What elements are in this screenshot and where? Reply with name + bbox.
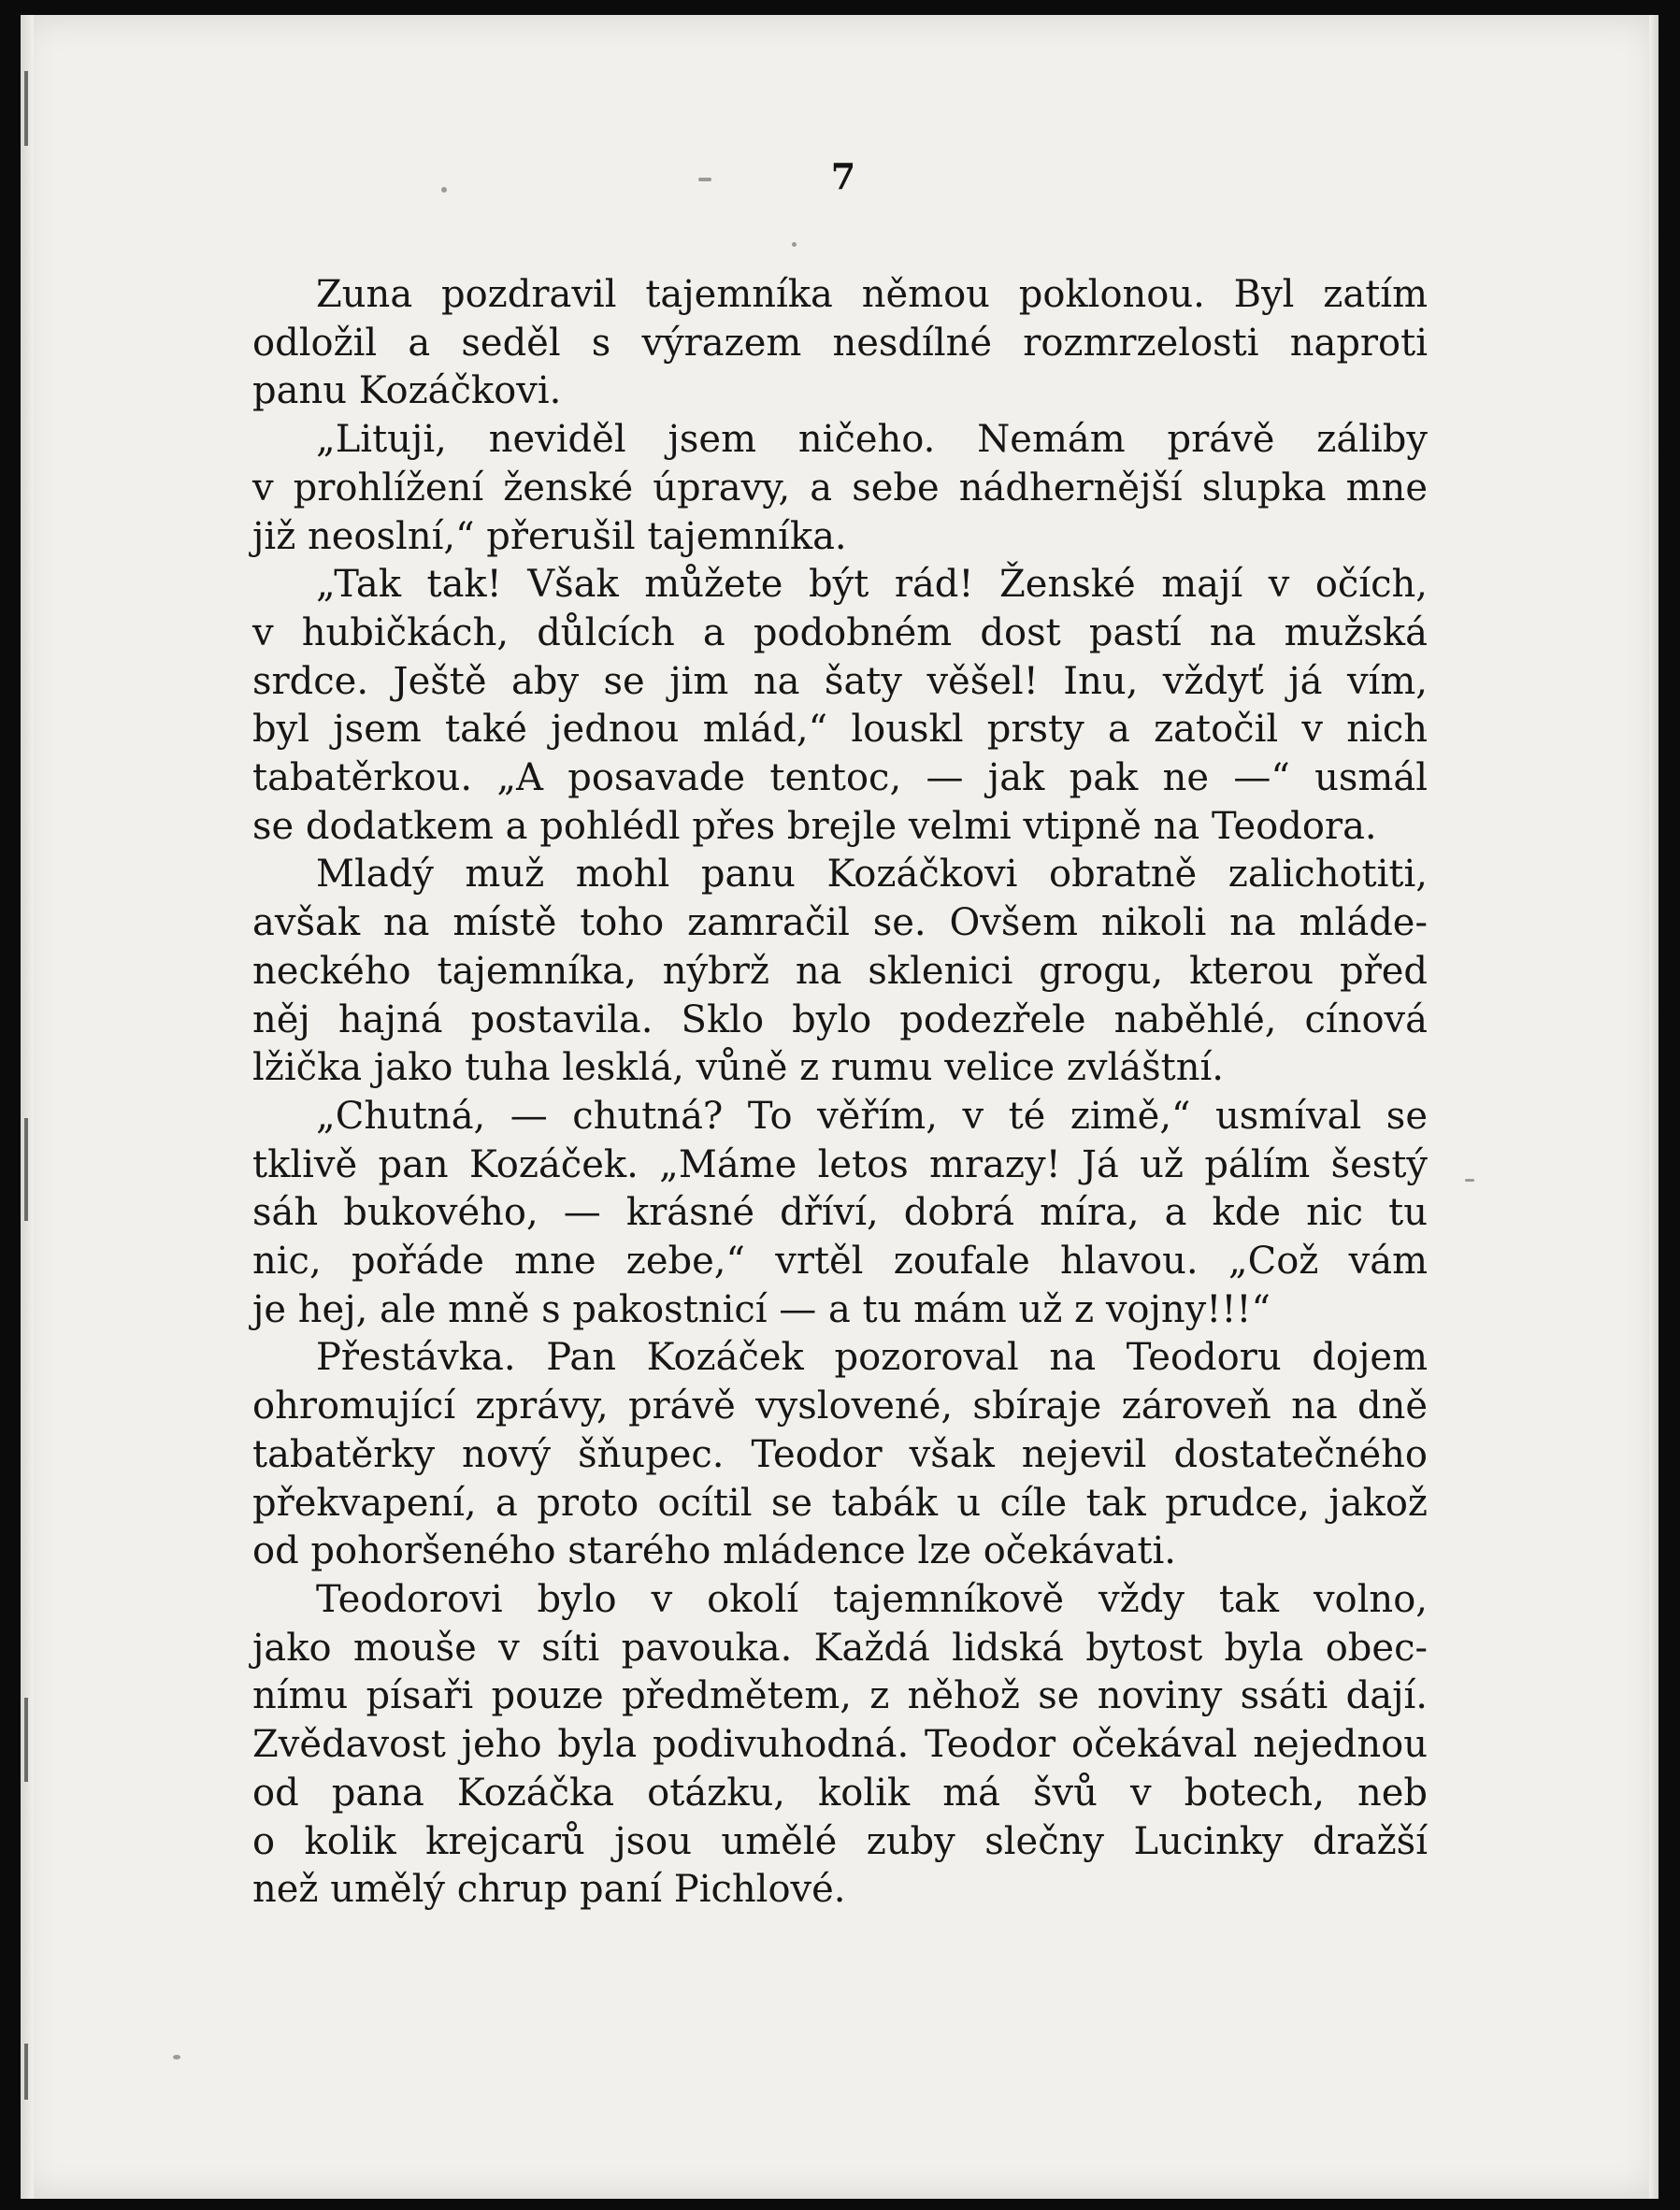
text-line: byl jsem také jednou mlád,“ louskl prsty a zatočil v nich [252,708,1428,752]
paper-speck [698,178,711,181]
paper-speck [173,2055,180,2059]
text-line: sáh bukového, — krásné dříví, dobrá míra, a kde nic tu [252,1191,1428,1235]
page-left-edge [21,15,34,2199]
text-line: jako mouše v síti pavouka. Každá lidská bytost byla obec- [252,1626,1428,1670]
paper-speck [441,187,447,193]
text-line: tklivě pan Kozáček. „Máme letos mrazy! Já už pálím šestý [252,1142,1428,1186]
text-line: neckého tajemníka, nýbrž na sklenici grogu, kterou před [252,949,1428,993]
paper-speck [1465,1179,1474,1182]
text-line: tabatěrkou. „A posavade tentoc, — jak pak ne —“ usmál [252,756,1428,800]
text-line: tabatěrky nový šňupec. Teodor však nejevil dostatečného [252,1432,1428,1476]
text-line: od pohoršeného starého mládence lze očekávati. [252,1529,1176,1573]
text-line: překvapení, a proto ocítil se tabák u cíle tak prudce, jakož [252,1481,1428,1525]
text-line: Zuna pozdravil tajemníka němou poklonou. Byl zatím [316,273,1428,316]
text-line: se dodatkem a pohlédl přes brejle velmi vtipně na Teodora. [252,804,1377,848]
paragraph [252,851,1428,1093]
text-line: v hubičkách, důlcích a podobném dost pastí na mužská [252,610,1428,654]
text-line: o kolik krejcarů jsou umělé zuby slečny Lucinky dražší [252,1819,1428,1863]
binding-mark [24,1698,28,1782]
binding-mark [24,71,28,146]
page-number: 7 [830,155,856,197]
text-line: lžička jako tuha lesklá, vůně z rumu velice zvláštní. [252,1046,1225,1090]
paragraph [252,1334,1428,1576]
text-line: nic, pořáde mne zebe,“ vrtěl zoufale hlavou. „Což vám [252,1240,1428,1284]
paragraph [252,416,1428,561]
text-line: „Chutná, — chutná? To věřím, v té zimě,“ usmíval se [316,1094,1428,1138]
book-page [21,15,1658,2199]
text-line: ohromující zprávy, právě vyslovené, sbíraje zároveň na dně [252,1385,1428,1428]
text-line: panu Kozáčkovi. [252,369,562,413]
text-line: odložil a seděl s výrazem nesdílné rozmrzelosti naproti [252,321,1428,365]
paragraph [252,561,1428,851]
text-line: Zvědavost jeho byla podivuhodná. Teodor očekával nejednou [252,1723,1428,1767]
body-text [252,271,1428,1915]
paragraph [252,271,1428,416]
text-line: nímu písaři pouze předmětem, z něhož se noviny ssáti dají. [252,1674,1428,1718]
text-line: než umělý chrup paní Pichlové. [252,1868,846,1912]
text-line: avšak na místě toho zamračil se. Ovšem nikoli na mláde- [252,901,1428,945]
paper-speck [792,242,797,247]
text-line: od pana Kozáčka otázku, kolik má švů v botech, neb [252,1771,1428,1815]
text-line: je hej, ale mně s pakostnicí — a tu mám už z vojny!!!“ [252,1287,1271,1331]
text-line: srdce. Ještě aby se jim na šaty věšel! Inu, vždyť já vím, [252,659,1428,703]
text-line: Teodorovi bylo v okolí tajemníkově vždy tak volno, [316,1577,1428,1621]
binding-mark [24,1118,28,1221]
text-line: Přestávka. Pan Kozáček pozoroval na Teodoru dojem [316,1336,1428,1380]
binding-mark [24,2044,28,2100]
text-line: „Tak tak! Však můžete být rád! Ženské mají v očích, [316,563,1428,607]
text-line: v prohlížení ženské úpravy, a sebe nádhernější slupka mne [252,466,1428,509]
page-right-edge [1649,15,1658,2199]
paragraph [252,1093,1428,1335]
text-line: Mladý muž mohl panu Kozáčkovi obratně zalichotiti, [316,853,1428,897]
paragraph [252,1576,1428,1915]
text-line: již neoslní,“ přerušil tajemníka. [252,514,847,558]
text-line: něj hajná postavila. Sklo bylo podezřele naběhlé, cínová [252,997,1428,1041]
text-line: „Lituji, neviděl jsem ničeho. Nemám právě záliby [316,418,1428,462]
